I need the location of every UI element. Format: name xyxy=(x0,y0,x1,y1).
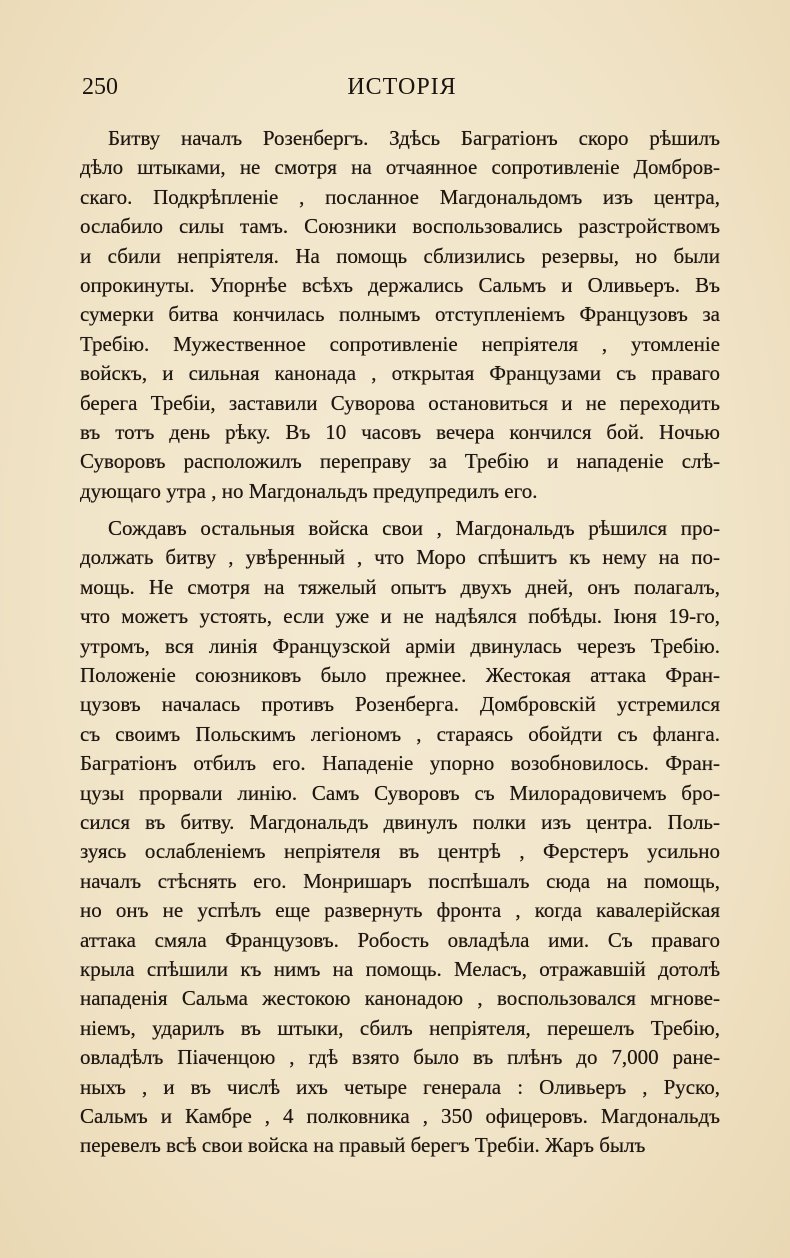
text-line: мощь. Не смотря на тяжелый опытъ двухъ дней, онъ полагалъ, xyxy=(80,574,720,599)
running-title: ИСТОРІЯ xyxy=(347,74,457,100)
body-text xyxy=(80,124,720,1161)
text-line: началъ стѣснять его. Монришаръ поспѣшалъ сюда на помощь, xyxy=(80,868,720,893)
text-line: Положеніе союзниковъ было прежнее. Жестокая аттака Фран- xyxy=(80,663,720,688)
text-line: утромъ, вся линія Французской арміи двинулась черезъ Требію. xyxy=(80,633,720,658)
text-line: что можетъ устоять, если уже и не надѣялся побѣды. Іюня 19-го, xyxy=(80,604,720,629)
paragraph-2 xyxy=(80,514,720,1161)
text-line: цузы прорвали линію. Самъ Суворовъ съ Милорадовичемъ бро- xyxy=(80,780,720,805)
paragraph-gap xyxy=(80,506,720,514)
text-line: скаго. Подкрѣпленіе , посланное Магдональдомъ изъ центра, xyxy=(80,184,720,209)
text-line: но онъ не успѣлъ еще развернуть фронта , когда кавалерійская xyxy=(80,898,720,923)
text-line: ніемъ, ударилъ въ штыки, сбилъ непріятеля, перешелъ Требію, xyxy=(80,1015,720,1040)
text-line: нападенія Сальма жестокою канонадою , воспользовался мгнове- xyxy=(80,986,720,1011)
text-line: сумерки битва кончилась полнымъ отступленіемъ Французовъ за xyxy=(80,302,720,327)
text-line: Требію. Мужественное сопротивленіе непріятеля , утомленіе xyxy=(80,331,720,356)
page-number: 250 xyxy=(82,74,118,100)
text-line: овладѣлъ Піаченцою , гдѣ взято было въ плѣнъ до 7,000 ране- xyxy=(80,1045,720,1070)
text-line: перевелъ всѣ свои войска на правый берегъ Требіи. Жаръ былъ xyxy=(80,1133,646,1158)
text-line: Суворовъ расположилъ переправу за Требію и нападеніе слѣ- xyxy=(80,449,720,474)
text-line: зуясь ослабленіемъ непріятеля въ центрѣ , Ферстеръ усильно xyxy=(80,839,720,864)
text-line: Сальмъ и Камбре , 4 полковника , 350 офицеровъ. Магдональдъ xyxy=(80,1103,720,1128)
text-line: сился въ битву. Магдональдъ двинулъ полки изъ центра. Поль- xyxy=(80,809,720,834)
text-line: аттака смяла Французовъ. Робость овладѣла ими. Съ праваго xyxy=(80,927,720,952)
text-line: Багратіонъ отбилъ его. Нападеніе упорно возобновилось. Фран- xyxy=(80,751,720,776)
text-line: крыла спѣшили къ нимъ на помощь. Мелаcъ, отражавшій дотолѣ xyxy=(80,956,720,981)
text-line: дѣло штыками, не смотря на отчаянное сопротивленіе Домбров- xyxy=(80,155,720,180)
text-line: опрокинуты. Упорнѣе всѣхъ держались Сальмъ и Оливьеръ. Въ xyxy=(80,272,720,297)
text-line: берега Требіи, заставили Суворова остановиться и не переходить xyxy=(80,390,720,415)
text-line: ныхъ , и въ числѣ ихъ четыре генерала : Оливьеръ , Руско, xyxy=(80,1074,720,1099)
text-line: войскъ, и сильная канонада , открытая Французами съ праваго xyxy=(80,361,720,386)
text-line: должать битву , увѣренный , что Моро спѣшитъ къ нему на по- xyxy=(80,545,720,570)
text-line: въ тотъ день рѣку. Въ 10 часовъ вечера кончился бой. Ночью xyxy=(80,419,720,444)
paragraph-1 xyxy=(80,124,720,506)
text-line: дующаго утра , но Магдональдъ предупредилъ его. xyxy=(80,478,538,503)
text-line: ослабило силы тамъ. Союзники воспользовались разстройствомъ xyxy=(80,214,720,239)
text-line: и сбили непріятеля. На помощь сблизились резервы, но были xyxy=(80,243,720,268)
text-line: Сождавъ остальныя войска свои , Магдональдъ рѣшился про- xyxy=(108,516,720,541)
text-line: цузовъ началась противъ Розенберга. Домбровскій устремился xyxy=(80,692,720,717)
text-line: Битву началъ Розенбергъ. Здѣсь Багратіонъ скоро рѣшилъ xyxy=(108,126,720,150)
page-header xyxy=(82,74,722,110)
text-line: съ своимъ Польскимъ легіономъ , стараясь обойдти съ фланга. xyxy=(80,721,720,746)
